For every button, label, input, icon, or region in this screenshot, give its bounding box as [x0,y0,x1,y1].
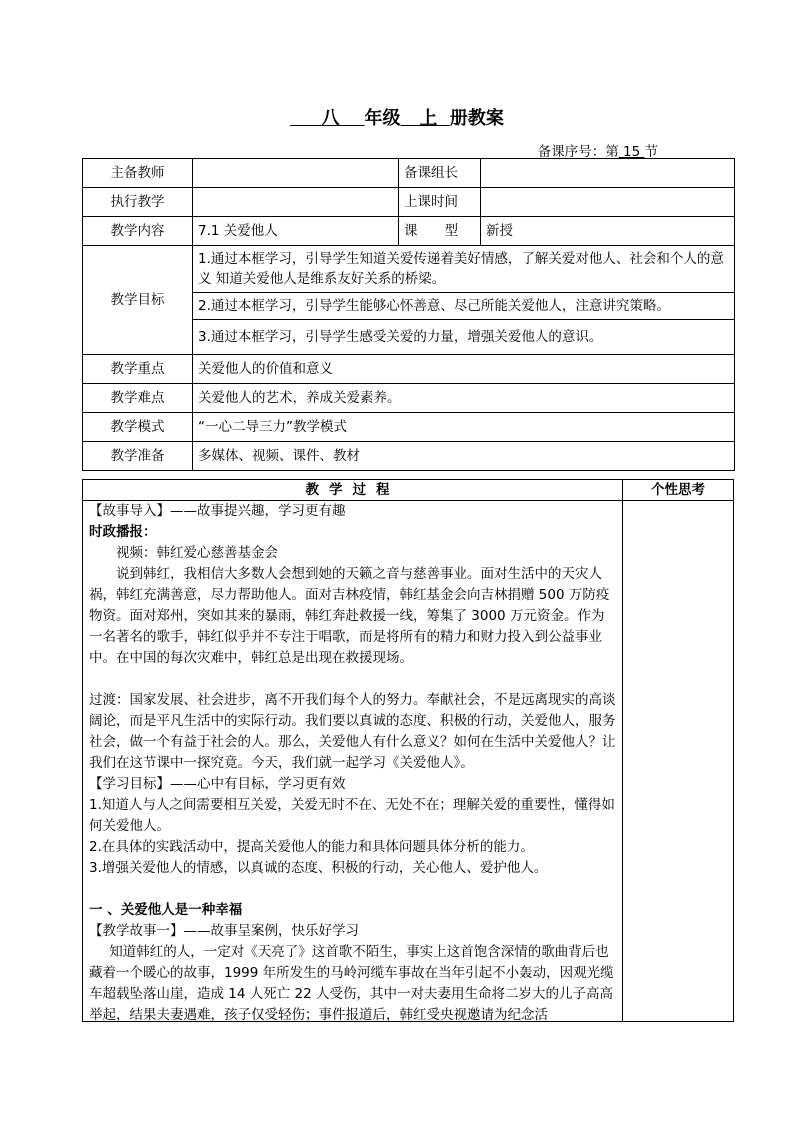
mode-value: “一心二导三力”教学模式 [193,413,735,442]
process-title: 教学过程 [305,482,400,498]
teaching-story-paragraph: 知道韩红的人，一定对《天亮了》这首歌不陌生，事实上这首饱含深情的歌曲背后也藏着一个暖心的故事，1999 年所发生的马岭河缆车事故在当年引起不小轰动，因观光缆车超载坠落山崖，造成 14 人死亡 22 人受伤，其中一对夫妻用生命将二岁大的儿子高高举起，结果夫妻遇难，孩子仅受轻伤；事件报道后，韩红受央视邀请为纪念活 [89,944,614,1023]
lesson-info-table [82,158,735,471]
story-paragraph: 说到韩红，我相信大多数人会想到她的天籁之音与慈善事业。面对生活中的天灾人祸，韩红充满善意，尽力帮助他人。面对吉林疫情，韩红基金会向吉林捐赠 500 万防疫物资。面对郑州，突如其来的暴雨，韩红奔赴救援一线，筹集了 3000 万元资金。作为一名著名的歌手，韩红似乎并不专注于唱歌，而是将所有的精力和财力投入到公益事业中。在中国的每次灾难中，韩红总是出现在救援现场。 [89,566,610,666]
key-point-value: 关爱他人的价值和意义 [193,355,735,384]
volume-suffix: 册教案 [449,108,504,129]
group-leader-field[interactable] [481,159,735,188]
group-leader-label: 备课组长 [399,159,481,188]
news-heading: 时政播报： [89,524,157,540]
main-teacher-field[interactable] [193,159,399,188]
executor-label: 执行教学 [83,188,193,217]
goals-label: 教学目标 [83,246,193,355]
teaching-process-section [82,479,734,1022]
section-heading-1: 一 、关爱他人是一种幸福 [89,902,243,918]
learning-goal-3: 3.增强关爱他人的情感，以真诚的态度、积极的行动，关心他人、爱护他人。 [89,860,548,876]
difficulty-label: 教学难点 [83,384,193,413]
prep-label: 教学准备 [83,442,193,471]
goal-item-3: 3.通过本框学习，引导学生感受关爱的力量，增强关爱他人的意识。 [193,320,735,355]
transition-paragraph: 过渡：国家发展、社会进步，离不开我们每个人的努力。奉献社会，不是远离现实的高谈阔论，而是平凡生活中的实际行动。我们要以真诚的态度、积极的行动，关爱他人，服务社会，做一个有益于社会的人。那么，关爱他人有什么意义？如何在生活中关爱他人？让我们在这节课中一探究竟。今天，我们就一起学习《关爱他人》。 [89,692,616,771]
main-teacher-label: 主备教师 [83,159,193,188]
content-label: 教学内容 [83,217,193,246]
volume-value: 上 [419,108,438,129]
video-line: 视频：韩红爱心慈善基金会 [116,545,278,561]
type-value: 新授 [481,217,735,246]
goal-item-2: 2.通过本框学习，引导学生能够心怀善意、尽己所能关爱他人，注意讲究策略。 [193,293,735,320]
goal-item-1: 1.通过本框学习，引导学生知道关爱传递着美好情感，了解关爱对他人、社会和个人的意义 知道关爱他人是维系友好关系的桥梁。 [193,246,735,293]
class-time-label: 上课时间 [399,188,481,217]
difficulty-value: 关爱他人的艺术，养成关爱素养。 [193,384,735,413]
story-intro-heading: 【故事导入】——故事提兴趣，学习更有趣 [89,503,346,519]
process-content [89,501,617,1026]
grade-suffix: 年级 [364,108,401,129]
executor-field[interactable] [193,188,399,217]
prep-value: 多媒体、视频、课件、教材 [193,442,735,471]
column-divider [622,480,623,1021]
process-header [83,480,733,501]
class-time-field[interactable] [481,188,735,217]
lesson-number: 备课序号：第 15 节 [537,144,658,160]
learning-goal-1: 1.知道人与人之间需要相互关爱，关爱无时不在、无处不在；理解关爱的重要性，懂得如何关爱他人。 [89,797,615,834]
key-point-label: 教学重点 [83,355,193,384]
learning-goal-2: 2.在具体的实践活动中，提高关爱他人的能力和具体问题具体分析的能力。 [89,839,534,855]
reflection-title: 个性思考 [651,482,705,498]
mode-label: 教学模式 [83,413,193,442]
learning-goals-heading: 【学习目标】——心中有目标，学习更有效 [89,776,346,792]
content-value: 7.1 关爱他人 [193,217,399,246]
type-label: 课 型 [399,217,481,246]
teaching-story-heading: 【教学故事一】——故事呈案例，快乐好学习 [89,923,359,939]
grade-value: 八 [321,108,340,129]
page-title [0,104,794,130]
